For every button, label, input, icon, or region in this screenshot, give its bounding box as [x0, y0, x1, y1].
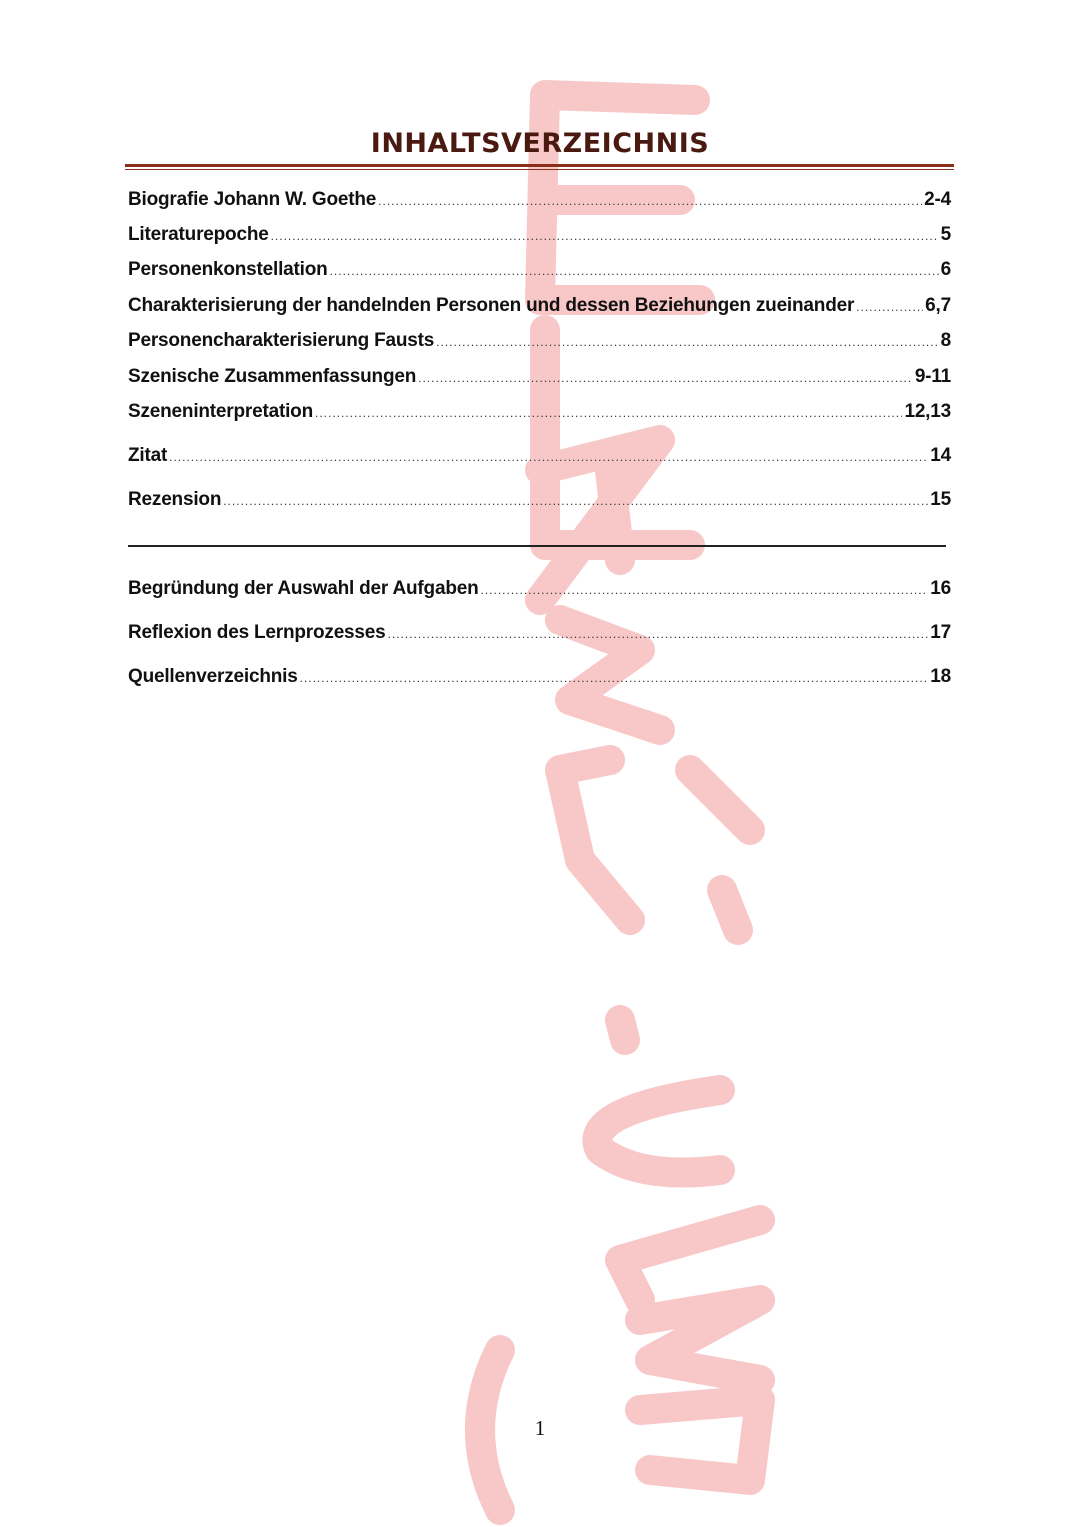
toc-leader-dots: [378, 194, 922, 208]
toc-leader-dots: [856, 300, 923, 314]
toc-entry: [128, 666, 951, 688]
toc-leader-dots: [436, 335, 938, 349]
toc-entry: [128, 259, 951, 281]
toc-entry-label: Szenische Zusammenfassungen: [128, 366, 417, 387]
toc-entry: [128, 224, 951, 246]
toc-entry-label: Charakterisierung der handelnden Personen und dessen Beziehungen zueinander: [128, 295, 855, 316]
toc-leader-dots: [300, 671, 929, 685]
toc-entry: [128, 330, 951, 352]
toc-leader-dots: [223, 494, 928, 508]
toc-leader-dots: [315, 406, 902, 420]
page-number: 1: [534, 1416, 546, 1440]
toc-leader-dots: [271, 229, 939, 243]
toc-entry: [128, 189, 951, 211]
toc-leader-dots: [418, 371, 913, 385]
toc-entry-page: 6,7: [925, 295, 951, 316]
toc-entry-page: 15: [930, 489, 951, 510]
table-of-contents: [128, 0, 951, 700]
toc-entry-label: Szeneninterpretation: [128, 401, 313, 422]
toc-leader-dots: [330, 264, 939, 278]
toc-entry-page: 8: [940, 330, 951, 351]
toc-entry-label: Personenkonstellation: [128, 259, 328, 280]
toc-entry-label: Reflexion des Lernprozesses: [128, 622, 386, 643]
toc-entry: [128, 366, 951, 388]
toc-leader-dots: [388, 627, 929, 641]
toc-entry: [128, 489, 951, 511]
toc-entry-page: 16: [930, 578, 951, 599]
toc-entry-page: 9-11: [914, 366, 951, 387]
toc-entry-label: Literaturepoche: [128, 224, 269, 245]
toc-entry-label: Zitat: [128, 445, 168, 466]
section-divider: [128, 545, 946, 547]
toc-leader-dots: [481, 583, 929, 597]
toc-entry-page: 17: [930, 622, 951, 643]
toc-entry: [128, 578, 951, 600]
toc-entry-label: Personencharakterisierung Fausts: [128, 330, 435, 351]
toc-entry: [128, 401, 951, 423]
toc-entry-label: Biografie Johann W. Goethe: [128, 189, 377, 210]
toc-entry-page: 6: [940, 259, 951, 280]
toc-entry: [128, 445, 951, 467]
toc-leader-dots: [169, 450, 928, 464]
toc-entry: [128, 295, 951, 317]
toc-entry-page: 5: [940, 224, 951, 245]
toc-entry-page: 14: [930, 445, 951, 466]
toc-entry: [128, 622, 951, 644]
page-title: INHALTSVERZEICHNIS: [370, 128, 710, 159]
toc-entry-label: Begründung der Auswahl der Aufgaben: [128, 578, 479, 599]
toc-entry-label: Rezension: [128, 489, 222, 510]
toc-entry-label: Quellenverzeichnis: [128, 666, 298, 687]
toc-entry-page: 2-4: [924, 189, 951, 210]
toc-entry-page: 18: [930, 666, 951, 687]
toc-entry-page: 12,13: [904, 401, 951, 422]
